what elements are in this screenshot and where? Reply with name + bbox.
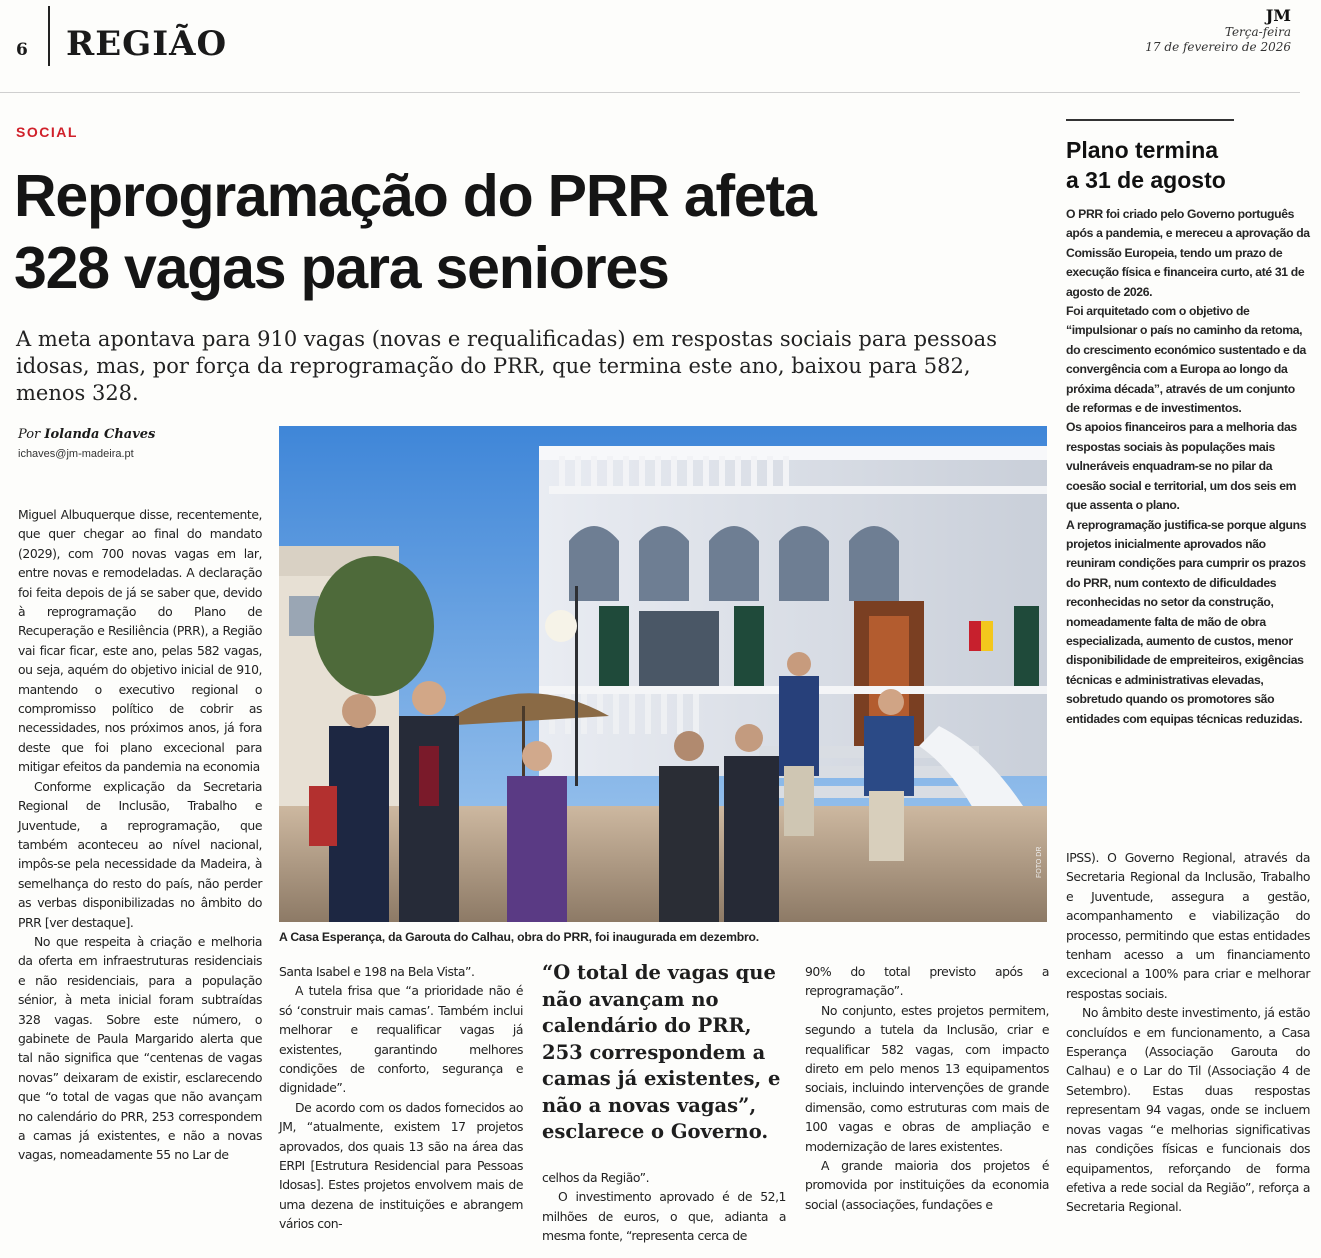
paragraph: celhos da Região”.: [542, 1170, 650, 1185]
body-column-1: [18, 505, 262, 1165]
article-photo: [279, 426, 1047, 922]
sidebar-title-line-2: a 31 de agosto: [1066, 167, 1226, 193]
headline-line-2: 328 vagas para seniores: [14, 235, 669, 301]
paragraph: De acordo com os dados fornecidos ao JM, “atualmente, existem 17 projetos aprovados, dos quais 13 são na área das ERPI [Estrutura Residencial para Pessoas Idosas]. Estes projetos envolvem mais de uma dezena de instituições e abrangem vários con-: [279, 1099, 523, 1232]
paragraph: A grande maioria dos projetos é promovida por instituições da economia social (associações, fundações e: [805, 1158, 1049, 1212]
paragraph: A tutela frisa que “a prioridade não é só ‘construir mais camas’. Também inclui melhorar e requalificar vagas já existentes, garantindo melhores condições de conforto, segurança e dignidade”.: [279, 983, 523, 1096]
paragraph: Conforme explicação da Secretaria Regional de Inclusão, Trabalho e Juventude, a reprogramação, que também aconteceu ao nível nacional, impôs-se pela necessidade da Madeira, à semelhança do resto do país, não perder as verbas disponibilizadas no âmbito do PRR [ver destaque].: [18, 778, 262, 930]
article-lead: A meta apontava para 910 vagas (novas e requalificadas) em respostas sociais para pessoas idosas, mas, por força da reprogramação do PRR, que termina este ano, baixou para 582, menos 328.: [16, 327, 997, 405]
sidebar-paragraph: A reprogramação justifica-se porque alguns projetos inicialmente aprovados não reuniram condições para cumprir os prazos do PRR, num contexto de dificuldades reconhecidas no setor da construção, nomeadamente falta de mão de obra especializada, aumento de custos, menor disponibilidade de empreiteiros, exigências técnicas e administrativas elevadas, sobretudo quando os promotores são entidades com equipas técnicas reduzidas.: [1066, 517, 1307, 726]
paragraph: No conjunto, estes projetos permitem, segundo a tutela da Inclusão, criar e requalificar 582 vagas, com impacto direto em pelo menos 13 equipamentos sociais, incluindo intervenções de grande dimensão, como estruturas com mais de 100 vagas e obras de ampliação e modernização de lares existentes.: [805, 1002, 1049, 1154]
paragraph: O investimento aprovado é de 52,1 milhões de euros, o que, adianta a mesma fonte, “representa cerca de: [542, 1189, 786, 1244]
sidebar-paragraph: O PRR foi criado pelo Governo português após a pandemia, e mereceu a aprovação da Comissão Europeia, tendo um prazo de execução física e financeira curto, até 31 de agosto de 2026.: [1066, 207, 1310, 299]
sidebar-paragraph: Os apoios financeiros para a melhoria das respostas sociais às populações mais vulneráveis enquadram-se no pilar da coesão social e territorial, um dos seis em que assenta o plano.: [1066, 420, 1297, 513]
paragraph: 90% do total previsto após a reprogramação”.: [805, 964, 1049, 999]
section-title: REGIÃO: [66, 24, 228, 64]
body-column-3: [542, 1168, 786, 1246]
sidebar-title-line-1: Plano termina: [1066, 137, 1219, 163]
paragraph: No que respeita à criação e melhoria da oferta em infraestruturas residenciais e não residenciais, para a população sénior, à meta inicial foram subtraídas 328 vagas. Sobre este número, o gabinete de Paula Margarido alerta que tal não significa que “centenas de vagas novas” deixaram de existir, esclarecendo que “o total de vagas que não avançam no calendário do PRR, 253 correspondem a camas já existentes, e não a novas vagas, nomeadamente 55 no Lar de: [18, 933, 262, 1163]
author-name: Iolanda Chaves: [44, 427, 156, 442]
body-column-2: [279, 962, 523, 1234]
article-headline: [14, 160, 1034, 304]
sidebar-paragraph: Foi arquitetado com o objetivo de “impulsionar o país no caminho da retoma, do crescimento económico sustentado e da convergência com a Europa ao longo da próxima década”, através de um conjunto de reformas e de investimentos.: [1066, 304, 1306, 416]
sidebar-rule: [1066, 119, 1234, 121]
page-number: 6: [16, 40, 28, 60]
pull-quote: [542, 960, 782, 1146]
masthead: [1145, 6, 1291, 55]
issue-date: 17 de fevereiro de 2026: [1145, 40, 1291, 54]
header-rule: [0, 92, 1300, 93]
body-column-5: [1066, 848, 1310, 1217]
sidebar-body: [1066, 205, 1310, 729]
photo-credit: FOTO DR: [1036, 846, 1043, 878]
byline-prefix: Por: [18, 427, 41, 442]
pull-quote-text: “O total de vagas que não avançam no calendário do PRR, 253 correspondem a camas já existentes, e não a novas vagas”,: [542, 961, 781, 1117]
paragraph: IPSS). O Governo Regional, através da Secretaria Regional da Inclusão, Trabalho e Juventude, assegura a gestão, acompanhamento e viabilização do processo, permitindo que estas entidades tenham acesso a um financiamento excecional a 100% para criar e melhorar respostas sociais.: [1066, 850, 1310, 1001]
weekday: Terça-feira: [1224, 25, 1291, 39]
paragraph: Miguel Albuquerque disse, recentemente, que quer chegar ao final do mandato (2029), com 700 novas vagas em lar, entre novas e remodeladas. A declaração foi feita depois de já se saber que, devido à reprogramação do Plano de Recuperação e Resiliência (PRR), a Região vai ficar ficar, este ano, pelas 582 vagas, ou seja, aquém do objetivo inicial de 910, mantendo o executivo regional o compromisso político de cobrir as necessidades, nos próximos anos, já fora deste que foi plano excecional para mitigar efeitos da pandemia na economia: [18, 507, 262, 775]
photo-caption: A Casa Esperança, da Garouta do Calhau, obra do PRR, foi inaugurada em dezembro.: [279, 930, 759, 944]
header-divider: [48, 6, 50, 66]
headline-line-1: Reprogramação do PRR afeta: [14, 163, 816, 229]
paragraph: Santa Isabel e 198 na Bela Vista”.: [279, 964, 475, 979]
article-kicker: SOCIAL: [16, 124, 78, 140]
paragraph: No âmbito deste investimento, já estão concluídos e em funcionamento, a Casa Esperança (Associação Garouta do Calhau) e o Lar do Til (Associação 4 de Setembro). Estas duas respostas representam 94 vagas, onde se incluem novas vagas “e melhorias significativas nas condições físicas e funcionais dos equipamentos, reforçando de forma efetiva a rede social da Região”, reforça a Secretaria Regional.: [1066, 1005, 1310, 1215]
sidebar-title: [1066, 135, 1286, 195]
publication-logo: JM: [1265, 6, 1291, 25]
body-column-4: [805, 962, 1049, 1214]
author-email: ichaves@jm-madeira.pt: [18, 448, 134, 460]
pull-quote-attribution: esclarece o Governo.: [542, 1120, 769, 1143]
byline: [18, 427, 155, 442]
